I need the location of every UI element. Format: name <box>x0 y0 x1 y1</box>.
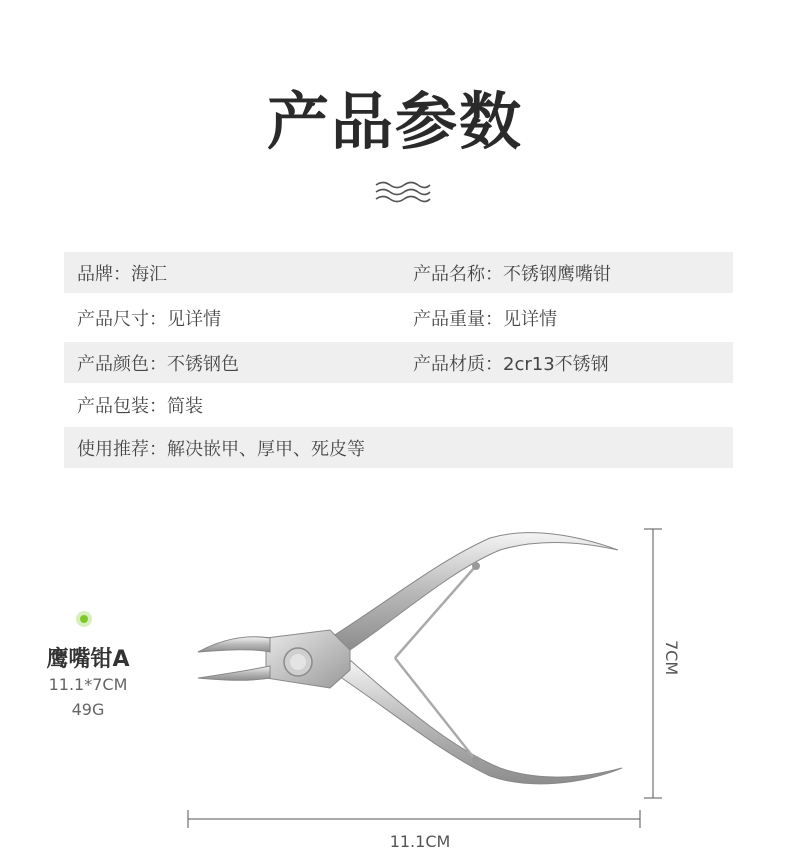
wave-divider-icon <box>374 180 432 204</box>
spec-table <box>64 252 733 468</box>
spec-weight: 产品重量：见详情 <box>413 308 557 330</box>
page-title: 产品参数 <box>266 85 523 158</box>
spec-row <box>64 293 733 342</box>
height-label: 7CM <box>662 640 681 676</box>
product-name: 鹰嘴钳A <box>46 647 130 672</box>
spec-color: 产品颜色：不锈钢色 <box>77 353 239 375</box>
spec-material: 产品材质：2cr13不锈钢 <box>413 353 609 375</box>
spec-row <box>64 342 733 383</box>
spec-row <box>64 427 733 468</box>
spec-product-name: 产品名称：不锈钢鹰嘴钳 <box>413 263 611 285</box>
cuticle-nipper-image <box>190 520 630 800</box>
spec-usage: 使用推荐：解决嵌甲、厚甲、死皮等 <box>77 438 365 460</box>
product-weight: 49G <box>71 700 105 719</box>
product-size: 11.1*7CM <box>48 675 128 694</box>
spec-brand: 品牌：海汇 <box>77 263 167 285</box>
spec-row <box>64 252 733 293</box>
spec-packaging: 产品包装：简装 <box>77 396 203 417</box>
width-dimension-line <box>186 808 646 830</box>
height-dimension-line <box>640 528 664 800</box>
width-label: 11.1CM <box>389 832 451 851</box>
spec-row <box>64 383 733 427</box>
spec-size: 产品尺寸：见详情 <box>77 308 221 330</box>
product-indicator-dot <box>76 611 92 627</box>
